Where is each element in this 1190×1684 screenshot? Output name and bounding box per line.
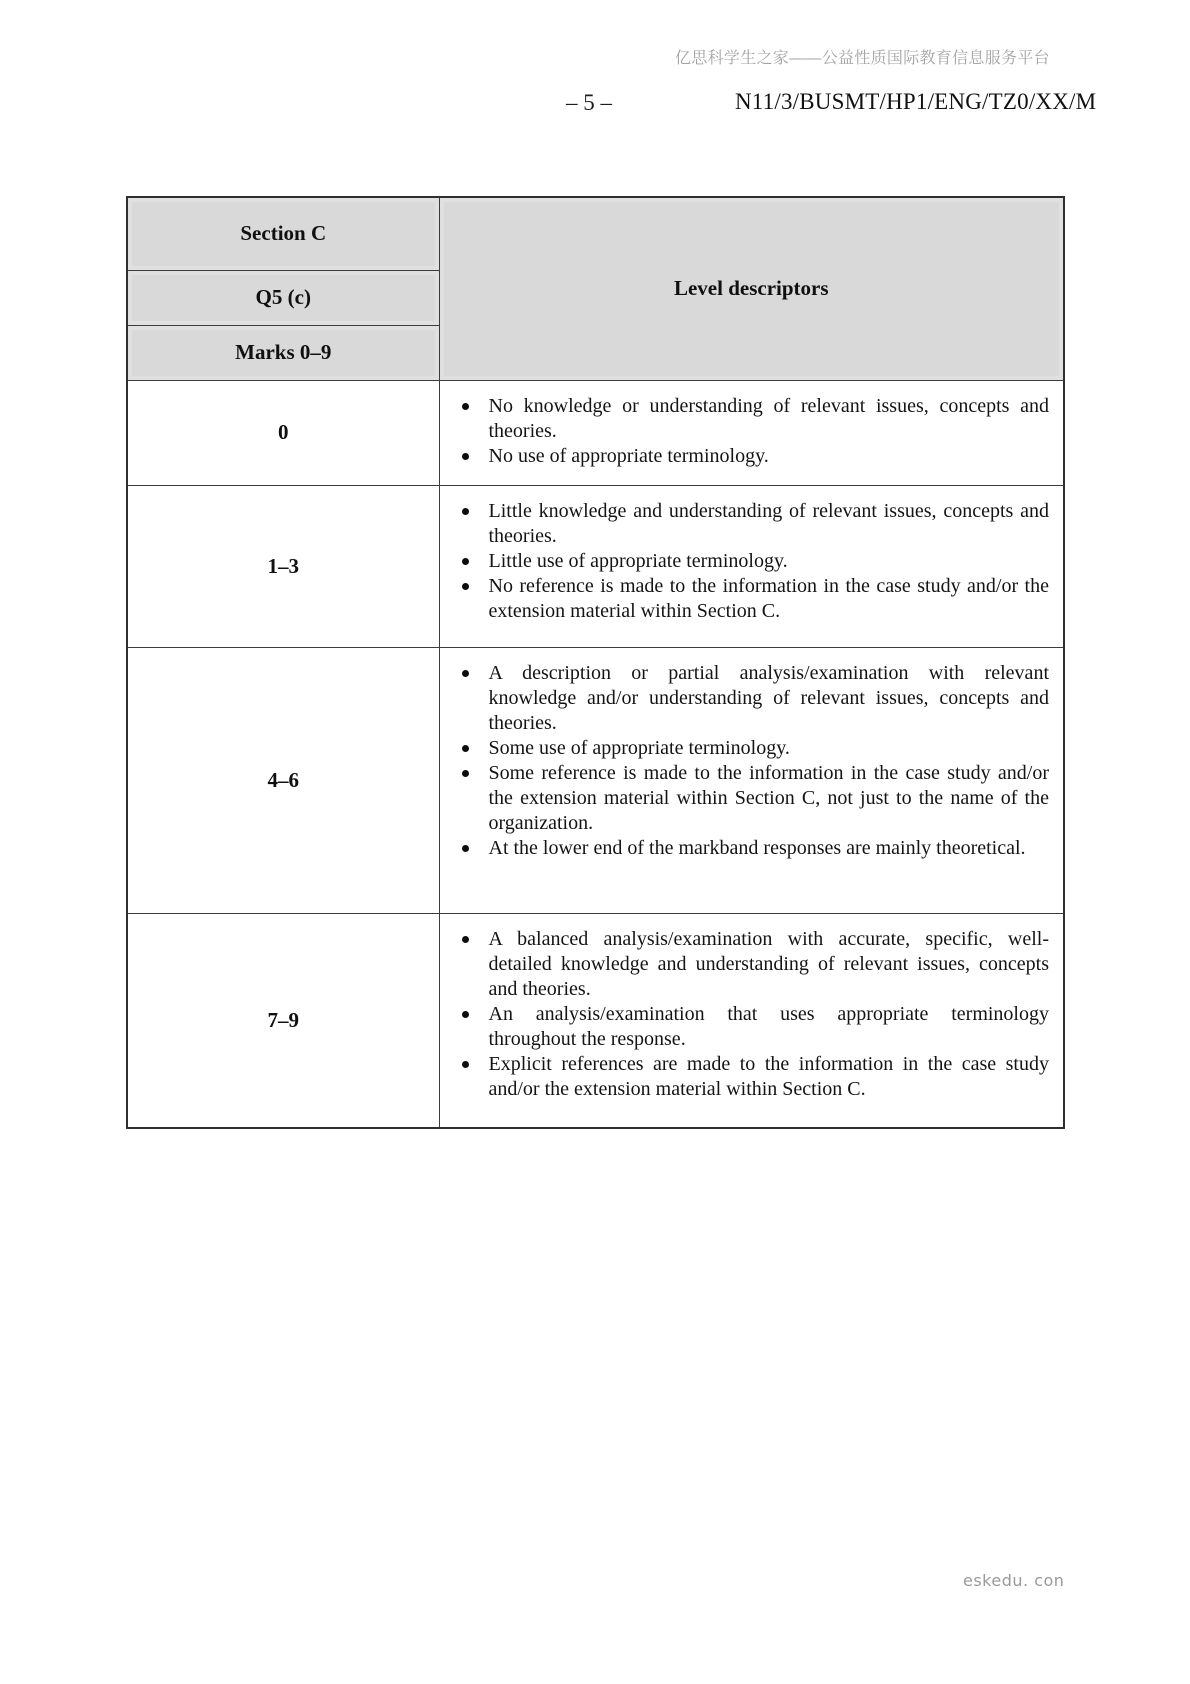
descriptor-bullet: No knowledge or understanding of relevant issues, concepts and theories. bbox=[488, 394, 1049, 442]
descriptor-cell-0 bbox=[439, 380, 1064, 485]
header-question-q5c: Q5 (c) bbox=[127, 270, 439, 325]
header-section-c: Section C bbox=[127, 197, 439, 270]
document-code: N11/3/BUSMT/HP1/ENG/TZ0/XX/M bbox=[735, 89, 1097, 114]
descriptor-bullet: Some reference is made to the information in the case study and/or the extension material within Section C, not just to the name of the organization. bbox=[488, 761, 1049, 834]
descriptor-bullet: At the lower end of the markband responses are mainly theoretical. bbox=[489, 836, 1050, 861]
site-watermark-top: 亿思科学生之家——公益性质国际教育信息服务平台 bbox=[675, 50, 1050, 67]
table-row bbox=[127, 485, 1064, 647]
descriptor-bullet: Little use of appropriate terminology. bbox=[489, 549, 1050, 574]
descriptor-cell-4-6 bbox=[439, 647, 1064, 913]
descriptor-bullet: An analysis/examination that uses appropriate terminology throughout the response. bbox=[488, 1002, 1049, 1050]
descriptor-list bbox=[440, 661, 1064, 861]
descriptor-bullet: A description or partial analysis/examination with relevant knowledge and/or understanding of relevant issues, concepts and theories. bbox=[488, 661, 1049, 734]
descriptor-bullet: No reference is made to the information in the case study and/or the extension material within Section C. bbox=[488, 574, 1049, 622]
descriptor-list bbox=[440, 499, 1064, 624]
markband-table bbox=[126, 196, 1065, 1129]
descriptor-bullet: A balanced analysis/examination with accurate, specific, well-detailed knowledge and understanding of relevant issues, concepts and theories. bbox=[488, 927, 1049, 1000]
page-number: – 5 – bbox=[566, 90, 612, 115]
markband-0: 0 bbox=[127, 380, 439, 485]
descriptor-cell-7-9 bbox=[439, 913, 1064, 1128]
descriptor-bullet: Explicit references are made to the information in the case study and/or the extension material within Section C. bbox=[488, 1052, 1049, 1100]
table-row bbox=[127, 380, 1064, 485]
markband-7-9: 7–9 bbox=[127, 913, 439, 1128]
descriptor-list bbox=[440, 394, 1064, 469]
table-row bbox=[127, 913, 1064, 1128]
descriptor-bullet: No use of appropriate terminology. bbox=[489, 444, 1050, 469]
table-row bbox=[127, 647, 1064, 913]
markband-1-3: 1–3 bbox=[127, 485, 439, 647]
descriptor-bullet: Little knowledge and understanding of relevant issues, concepts and theories. bbox=[488, 499, 1049, 547]
header-level-descriptors: Level descriptors bbox=[439, 197, 1064, 380]
site-watermark-bottom: eskedu. con bbox=[963, 1571, 1065, 1590]
header-marks-range: Marks 0–9 bbox=[127, 325, 439, 380]
descriptor-cell-1-3 bbox=[439, 485, 1064, 647]
descriptor-bullet: Some use of appropriate terminology. bbox=[489, 736, 1050, 761]
descriptor-list bbox=[440, 927, 1064, 1102]
markband-4-6: 4–6 bbox=[127, 647, 439, 913]
